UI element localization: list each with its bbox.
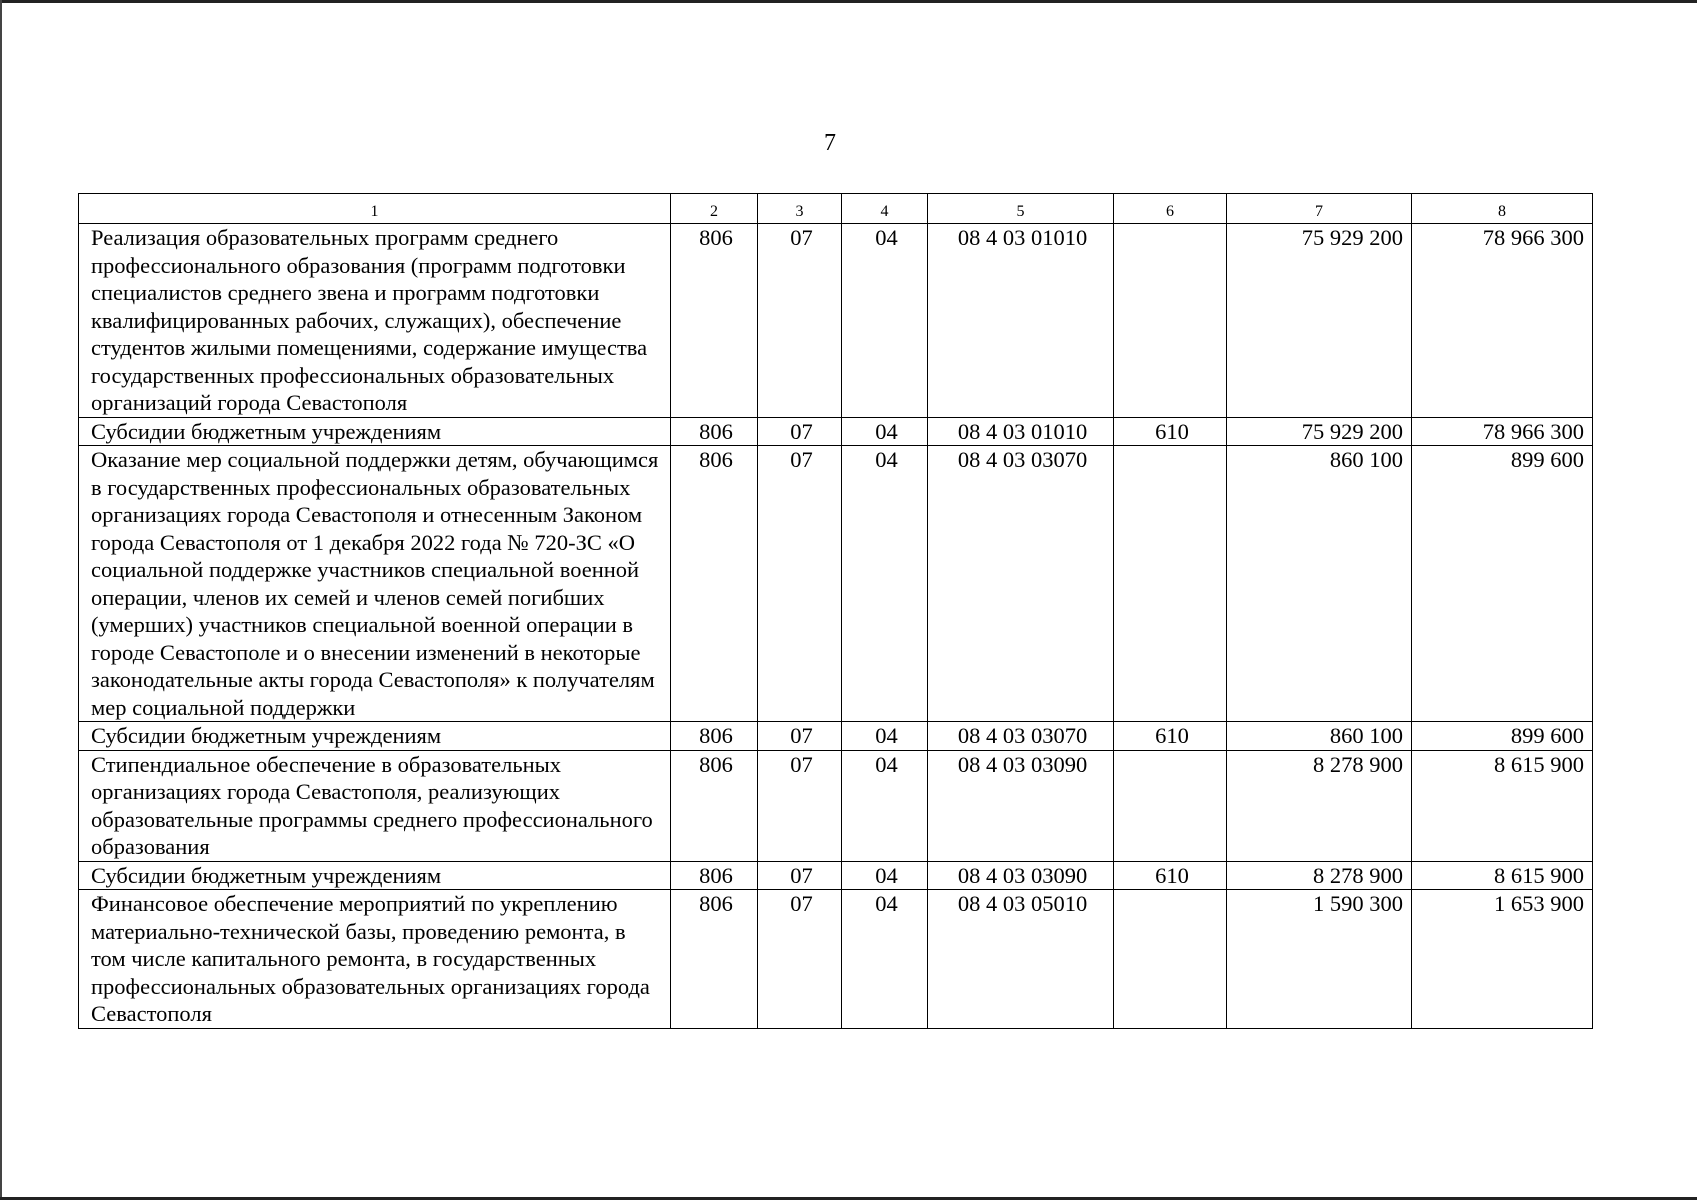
row-col-8: 899 600 (1412, 446, 1593, 722)
row-col-2: 806 (671, 722, 758, 751)
row-col-3: 07 (758, 224, 842, 418)
row-col-5: 08 4 03 03070 (928, 722, 1114, 751)
table-row (79, 861, 1593, 890)
row-col-3: 07 (758, 722, 842, 751)
row-name: Оказание мер социальной поддержки детям, обучающимся в государственных профессиональных образовательных организациях города Севастополя и отнесенным Законом города Севастополя от 1 декабря 2022 года № 720-ЗС «О социальной поддержке участников специальной военной операции, членов их семей и членов семей погибших (умерших) участников специальной военной операции в городе Севастополе и о внесении изменений в некоторые законодательные акты города Севастополя» к получателям мер социальной поддержки (79, 446, 671, 722)
row-col-8: 78 966 300 (1412, 224, 1593, 418)
row-name: Стипендиальное обеспечение в образовательных организациях города Севастополя, реализующих образовательные программы среднего профессионального образования (79, 750, 671, 861)
header-col-8: 8 (1412, 194, 1593, 224)
row-name: Реализация образовательных программ среднего профессионального образования (программ подготовки специалистов среднего звена и программ подготовки квалифицированных рабочих, служащих), обеспечение студентов жилыми помещениями, содержание имущества государственных профессиональных образовательных организаций города Севастополя (79, 224, 671, 418)
table-row (79, 224, 1593, 418)
budget-table (78, 193, 1593, 1029)
row-col-5: 08 4 03 05010 (928, 890, 1114, 1029)
row-col-8: 78 966 300 (1412, 417, 1593, 446)
table-row (79, 750, 1593, 861)
row-col-7: 860 100 (1227, 446, 1412, 722)
row-col-3: 07 (758, 861, 842, 890)
row-col-6: 610 (1114, 722, 1227, 751)
header-col-7: 7 (1227, 194, 1412, 224)
row-name: Субсидии бюджетным учреждениям (79, 722, 671, 751)
row-col-5: 08 4 03 01010 (928, 224, 1114, 418)
table-row (79, 722, 1593, 751)
row-col-6 (1114, 224, 1227, 418)
row-col-6 (1114, 446, 1227, 722)
row-col-6 (1114, 750, 1227, 861)
header-col-4: 4 (842, 194, 928, 224)
row-col-8: 8 615 900 (1412, 861, 1593, 890)
row-col-5: 08 4 03 03090 (928, 861, 1114, 890)
row-col-7: 8 278 900 (1227, 861, 1412, 890)
header-col-5: 5 (928, 194, 1114, 224)
row-col-4: 04 (842, 446, 928, 722)
row-col-4: 04 (842, 722, 928, 751)
row-name: Субсидии бюджетным учреждениям (79, 861, 671, 890)
table-row (79, 446, 1593, 722)
row-col-5: 08 4 03 01010 (928, 417, 1114, 446)
scan-edge-top (0, 0, 1697, 3)
row-col-2: 806 (671, 861, 758, 890)
row-col-4: 04 (842, 861, 928, 890)
header-col-6: 6 (1114, 194, 1227, 224)
header-col-1: 1 (79, 194, 671, 224)
row-col-7: 75 929 200 (1227, 417, 1412, 446)
row-col-7: 860 100 (1227, 722, 1412, 751)
table-row (79, 417, 1593, 446)
page-number: 7 (824, 130, 836, 156)
row-col-7: 8 278 900 (1227, 750, 1412, 861)
row-col-4: 04 (842, 890, 928, 1029)
row-col-5: 08 4 03 03070 (928, 446, 1114, 722)
row-col-2: 806 (671, 224, 758, 418)
row-col-7: 1 590 300 (1227, 890, 1412, 1029)
row-col-2: 806 (671, 417, 758, 446)
row-name: Субсидии бюджетным учреждениям (79, 417, 671, 446)
row-col-3: 07 (758, 750, 842, 861)
row-col-6 (1114, 890, 1227, 1029)
row-col-8: 899 600 (1412, 722, 1593, 751)
row-col-6: 610 (1114, 417, 1227, 446)
row-col-4: 04 (842, 750, 928, 861)
row-col-8: 8 615 900 (1412, 750, 1593, 861)
row-col-5: 08 4 03 03090 (928, 750, 1114, 861)
row-col-3: 07 (758, 890, 842, 1029)
row-col-2: 806 (671, 750, 758, 861)
header-row (79, 194, 1593, 224)
row-col-2: 806 (671, 446, 758, 722)
header-col-3: 3 (758, 194, 842, 224)
row-col-4: 04 (842, 224, 928, 418)
row-col-3: 07 (758, 446, 842, 722)
row-col-2: 806 (671, 890, 758, 1029)
row-col-3: 07 (758, 417, 842, 446)
table-row (79, 890, 1593, 1029)
row-col-8: 1 653 900 (1412, 890, 1593, 1029)
row-name: Финансовое обеспечение мероприятий по укреплению материально-технической базы, проведению ремонта, в том числе капитального ремонта, в государственных профессиональных образовательных организациях города Севастополя (79, 890, 671, 1029)
row-col-7: 75 929 200 (1227, 224, 1412, 418)
row-col-4: 04 (842, 417, 928, 446)
header-col-2: 2 (671, 194, 758, 224)
row-col-6: 610 (1114, 861, 1227, 890)
scan-edge-left (0, 0, 2, 1200)
